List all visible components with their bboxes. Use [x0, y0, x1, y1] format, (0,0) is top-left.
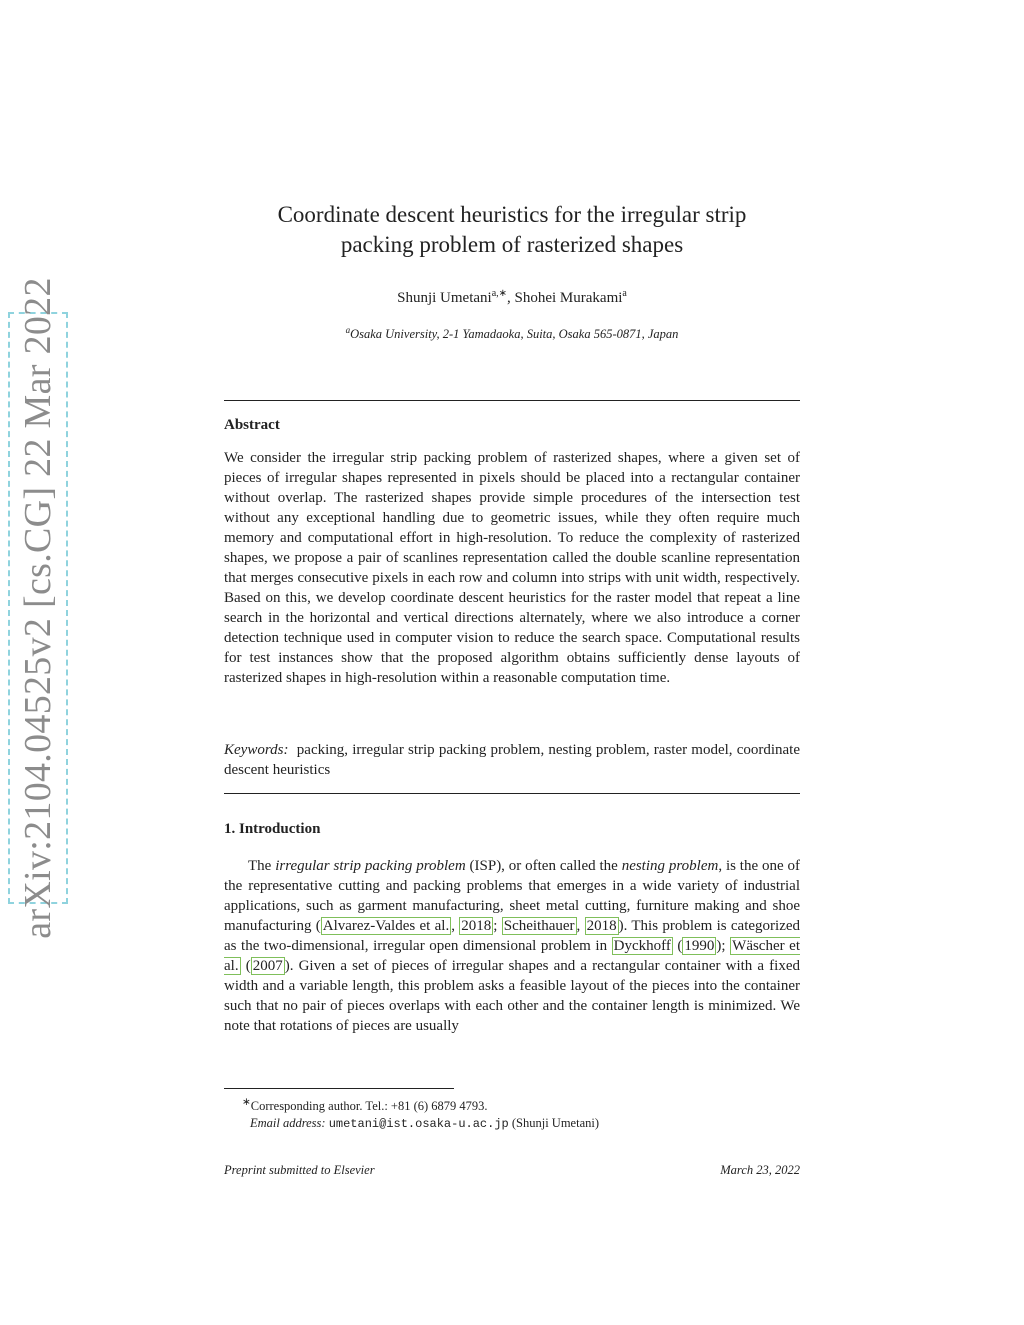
intro-text: , is the one of the representative cutting and packing problems that emerges in a wide variety of industrial applications, such as garment manufacturing, sheet metal cutting, furniture making and shoe manufacturing (: [224, 858, 800, 934]
nesting-term: nesting problem: [621, 858, 719, 874]
introduction-heading: 1. Introduction: [224, 821, 321, 837]
footnote-rule: [224, 1088, 454, 1089]
keywords-text: packing, irregular strip packing problem, nesting problem, raster model, coordinate descent heuristics: [224, 742, 800, 778]
citation-scheithauer[interactable]: Scheithauer: [503, 918, 575, 934]
affiliation: [224, 325, 800, 342]
author-separator: ,: [507, 290, 515, 306]
email-link[interactable]: umetani@ist.osaka-u.ac.jp: [328, 1117, 509, 1132]
footer-preprint: Preprint submitted to Elsevier: [224, 1163, 375, 1177]
abstract-text: We consider the irregular strip packing problem of rasterized shapes, where a given set of pieces of irregular shapes represented in pixels should be placed into a rectangular container without overlap. The rasterized shapes provide simple procedures of the intersection test without any exceptional handling due to geometric issues, while they often require much memory and computational effort in high-resolution. To reduce the complexity of rasterized shapes, we propose a pair of scanlines representation called the double scanline representation that merges consecutive pixels in each row and column into strips with unit width, respectively. Based on this, we develop coordinate descent heuristics for the raster model that repeat a line search in the horizontal and vertical directions alternately, where we also introduce a corner detection technique used in computer vision to reduce the search space. Computational results for test instances show that the proposed algorithm obtains sufficiently dense layouts of rasterized shapes in high-resolution within a reasonable computation time.: [224, 450, 800, 686]
footnote: [224, 1094, 800, 1133]
intro-text: (: [240, 958, 251, 974]
abstract-heading: Abstract: [224, 417, 280, 433]
intro-text: ). This problem is categorized as the two-dimensional, irregular open dimensional problem in: [224, 918, 801, 954]
intro-text: ;: [493, 918, 502, 934]
intro-text: (ISP), or often called the: [465, 858, 622, 874]
keywords: [224, 740, 800, 780]
abstract-top-rule: [224, 400, 800, 401]
intro-text: );: [716, 938, 731, 954]
affiliation-mark: a: [345, 325, 351, 335]
citation-dyckhoff-year[interactable]: 1990: [684, 938, 715, 954]
author-1-mark: a,∗: [491, 288, 508, 299]
intro-text: ).: [284, 958, 294, 974]
title-line-1: Coordinate descent heuristics for the irregular strip: [277, 202, 747, 227]
citation-alvarez-valdes-year[interactable]: 2018: [461, 918, 492, 934]
abstract-bottom-rule: [224, 793, 800, 794]
citation-wascher-year[interactable]: 2007: [252, 958, 283, 974]
author-2-mark: a: [622, 288, 627, 299]
arxiv-stamp-text: arXiv:2104.04525v2 [cs.CG] 22 Mar 2022: [17, 277, 59, 939]
citation-dyckhoff[interactable]: Dyckhoff: [613, 938, 671, 954]
title-line-2: packing problem of rasterized shapes: [340, 232, 684, 257]
isp-term: irregular strip packing problem: [275, 858, 466, 874]
citation-wascher[interactable]: Wäscher et al.: [224, 938, 801, 974]
footnote-mark: ∗: [242, 1097, 251, 1108]
intro-text: ,: [576, 918, 585, 934]
email-owner: (Shunji Umetani): [508, 1116, 599, 1131]
arxiv-stamp[interactable]: [8, 277, 68, 939]
citation-alvarez-valdes[interactable]: Alvarez-Valdes et al.: [322, 918, 450, 934]
intro-text: The: [248, 858, 276, 874]
footnote-email: [224, 1115, 800, 1133]
paper-title: [224, 200, 800, 260]
citation-scheithauer-year[interactable]: 2018: [586, 918, 617, 934]
intro-text: ,: [451, 918, 460, 934]
author-2: Shohei Murakami: [514, 290, 623, 306]
authors: [224, 288, 800, 307]
footer-date: March 23, 2022: [720, 1163, 800, 1177]
email-label: Email address:: [250, 1116, 326, 1131]
author-1: Shunji Umetani: [397, 290, 492, 306]
introduction-paragraph: [224, 856, 800, 1036]
footnote-corresponding-text: Corresponding author. Tel.: +81 (6) 6879 4793.: [250, 1099, 488, 1114]
intro-text: Given a set of pieces of irregular shapes and a rectangular container with a fixed width and a variable length, this problem asks a feasible layout of the pieces into the container such that no pair of pieces overlaps with each other and the container length is minimized. We note that rotations of pieces are usually: [224, 958, 801, 1034]
affiliation-text: Osaka University, 2-1 Yamadaoka, Suita, Osaka 565-0871, Japan: [350, 327, 679, 342]
footnote-corresponding: [224, 1094, 800, 1115]
intro-text: (: [672, 938, 683, 954]
keywords-label: Keywords:: [224, 742, 289, 758]
